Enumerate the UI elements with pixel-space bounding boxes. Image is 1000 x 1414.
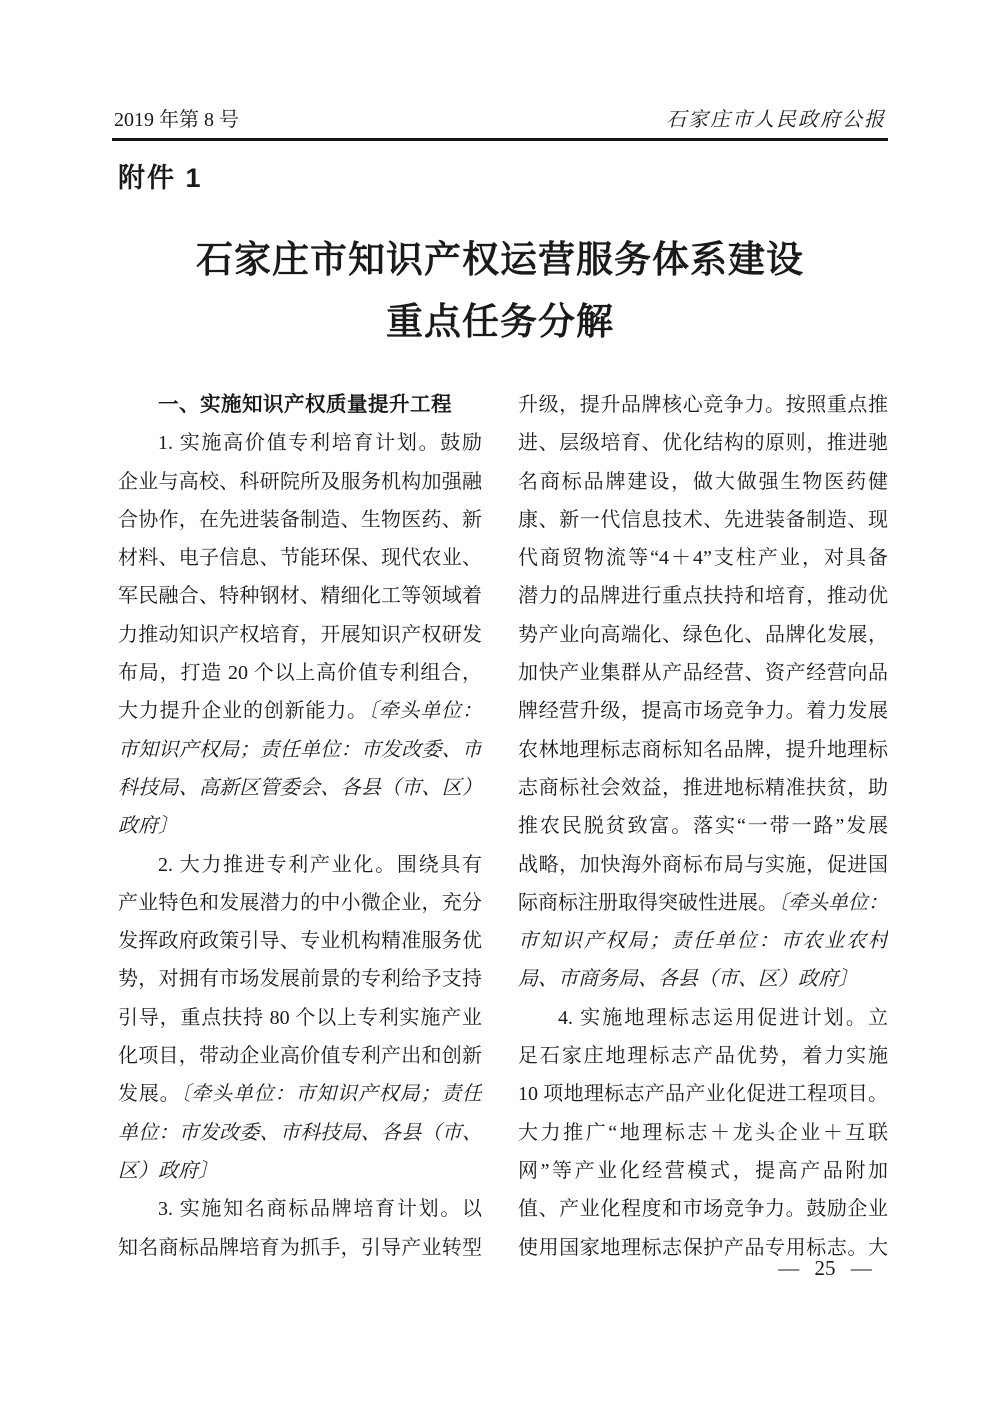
text-line <box>518 731 888 769</box>
text-segment: 际商标注册取得突破性进展。 <box>518 891 778 914</box>
text-line <box>518 960 888 998</box>
text-segment: 推农民脱贫致富。落实“一带一路”发展 <box>518 815 888 838</box>
text-segment: 加快产业集群从产品经营、资产经营向品 <box>518 662 888 685</box>
text-segment: 1. 实施高价值专利培育计划。鼓励 <box>158 432 482 455</box>
text-segment: 农林地理标志商标知名品牌，提升地理标 <box>518 738 888 761</box>
text-segment: 大力提升企业的创新能力。 <box>118 700 368 723</box>
text-segment: 化项目，带动企业高价值专利产出和创新 <box>118 1045 482 1068</box>
document-title-line-2: 重点任务分解 <box>386 302 614 343</box>
responsibility-note-segment: 市知识产权局；责任单位：市发改委、市 <box>118 738 482 761</box>
responsibility-note-segment: 〔牵头单位： <box>367 700 482 723</box>
text-line <box>518 999 888 1037</box>
document-title-line-1: 石家庄市知识产权运营服务体系建设 <box>196 240 804 281</box>
text-line <box>518 692 888 730</box>
text-segment: 志商标社会效益，推进地标精准扶贫，助 <box>518 776 888 799</box>
text-line <box>518 616 888 654</box>
text-line <box>518 846 888 884</box>
text-segment: 进、层级培育、优化结构的原则，推进驰 <box>518 432 888 455</box>
text-segment: 4. 实施地理标志运用促进计划。立 <box>558 1006 888 1029</box>
text-segment: 材料、电子信息、节能环保、现代农业、 <box>118 547 482 570</box>
text-line <box>118 1229 482 1267</box>
text-line <box>518 884 888 922</box>
text-segment: 企业与高校、科研院所及服务机构加强融 <box>118 470 482 493</box>
text-line <box>518 1114 888 1152</box>
attachment-label: 附件 1 <box>118 163 203 193</box>
text-segment: 战略，加快海外商标布局与实施，促进国 <box>518 853 888 876</box>
text-line <box>118 463 482 501</box>
text-line <box>518 1152 888 1190</box>
text-line <box>518 463 888 501</box>
text-line <box>118 960 482 998</box>
text-segment: 网”等产业化经营模式，提高产品附加 <box>518 1159 888 1182</box>
text-segment: 升级，提升品牌核心竞争力。按照重点推 <box>518 394 888 416</box>
text-line <box>118 884 482 922</box>
text-line <box>118 1114 482 1152</box>
text-line <box>118 654 482 692</box>
section-heading <box>118 386 482 424</box>
text-segment: 康、新一代信息技术、先进装备制造、现 <box>518 508 888 531</box>
responsibility-note-segment: 局、市商务局、各县（市、区）政府〕 <box>518 968 858 991</box>
text-line <box>518 922 888 960</box>
text-line <box>118 1075 482 1113</box>
text-line <box>118 1190 482 1228</box>
text-segment: 势产业向高端化、绿色化、品牌化发展， <box>518 623 888 646</box>
text-line <box>518 424 888 462</box>
text-line <box>518 769 888 807</box>
responsibility-note-segment: 单位：市发改委、市科技局、各县（市、 <box>118 1121 482 1144</box>
text-line <box>118 922 482 960</box>
text-segment: 产业特色和发展潜力的中小微企业，充分 <box>118 891 482 914</box>
text-segment: 大力推广“地理标志＋龙头企业＋互联 <box>518 1121 888 1144</box>
body-right-column <box>518 386 888 1267</box>
header-divider-rule <box>112 138 888 141</box>
text-segment: 军民融合、特种钢材、精细化工等领域着 <box>118 585 482 608</box>
text-line <box>118 501 482 539</box>
text-line <box>518 1037 888 1075</box>
text-segment: 力推动知识产权培育，开展知识产权研发 <box>118 623 482 646</box>
text-line <box>118 807 482 845</box>
responsibility-note-segment: 政府〕 <box>118 815 178 838</box>
text-line <box>118 846 482 884</box>
text-line <box>118 1152 482 1190</box>
text-segment: 3. 实施知名商标品牌培育计划。以 <box>158 1198 482 1221</box>
responsibility-note-segment: 〔牵头单位： <box>778 891 888 914</box>
text-line <box>518 386 888 424</box>
text-line <box>518 539 888 577</box>
text-line <box>118 692 482 730</box>
text-segment: 值、产业化程度和市场竞争力。鼓励企业 <box>518 1198 888 1221</box>
text-segment: 10 项地理标志产品产业化促进工程项目。 <box>518 1083 888 1106</box>
page-header <box>114 108 886 132</box>
text-line <box>518 501 888 539</box>
text-line <box>118 999 482 1037</box>
text-segment: 知名商标品牌培育为抓手，引导产业转型 <box>118 1236 482 1259</box>
responsibility-note-segment: 区）政府〕 <box>118 1159 218 1182</box>
responsibility-note-segment: 科技局、高新区管委会、各县（市、区） <box>118 776 482 799</box>
header-gazette-title: 石家庄市人民政府公报 <box>666 109 886 131</box>
text-segment: 代商贸物流等“4＋4”支柱产业，对具备 <box>518 547 888 570</box>
text-line <box>118 769 482 807</box>
text-segment: 使用国家地理标志保护产品专用标志。大 <box>518 1236 888 1259</box>
text-segment: 布局，打造 20 个以上高价值专利组合， <box>118 662 482 685</box>
page-number: — 25 — <box>778 1256 872 1280</box>
text-line <box>118 539 482 577</box>
text-line <box>118 616 482 654</box>
text-segment: 发挥政府政策引导、专业机构精准服务优 <box>118 930 482 953</box>
text-segment: 发展。 <box>118 1083 181 1106</box>
text-line <box>118 731 482 769</box>
body-left-column <box>118 386 482 1267</box>
text-line <box>518 807 888 845</box>
header-issue-number: 2019 年第 8 号 <box>114 109 239 131</box>
text-segment: 牌经营升级，提高市场竞争力。着力发展 <box>518 700 888 723</box>
text-line <box>118 424 482 462</box>
responsibility-note-segment: 〔牵头单位：市知识产权局；责任 <box>180 1083 482 1106</box>
text-segment: 合协作，在先进装备制造、生物医药、新 <box>118 508 482 531</box>
text-segment: 名商标品牌建设，做大做强生物医药健 <box>518 470 888 493</box>
text-line <box>118 1037 482 1075</box>
text-segment: 一、实施知识产权质量提升工程 <box>158 393 452 416</box>
text-segment: 潜力的品牌进行重点扶持和培育，推动优 <box>518 585 888 608</box>
text-line <box>518 577 888 615</box>
responsibility-note-segment: 市知识产权局；责任单位：市农业农村 <box>518 930 888 953</box>
text-line <box>518 1190 888 1228</box>
text-segment: 足石家庄地理标志产品优势，着力实施 <box>518 1045 888 1068</box>
text-line <box>118 577 482 615</box>
text-segment: 引导，重点扶持 80 个以上专利实施产业 <box>118 1006 482 1029</box>
text-segment: 2. 大力推进专利产业化。围绕具有 <box>158 853 482 876</box>
document-title <box>0 230 1000 354</box>
text-segment: 势，对拥有市场发展前景的专利给予支持 <box>118 968 482 991</box>
text-line <box>518 1075 888 1113</box>
text-line <box>518 654 888 692</box>
